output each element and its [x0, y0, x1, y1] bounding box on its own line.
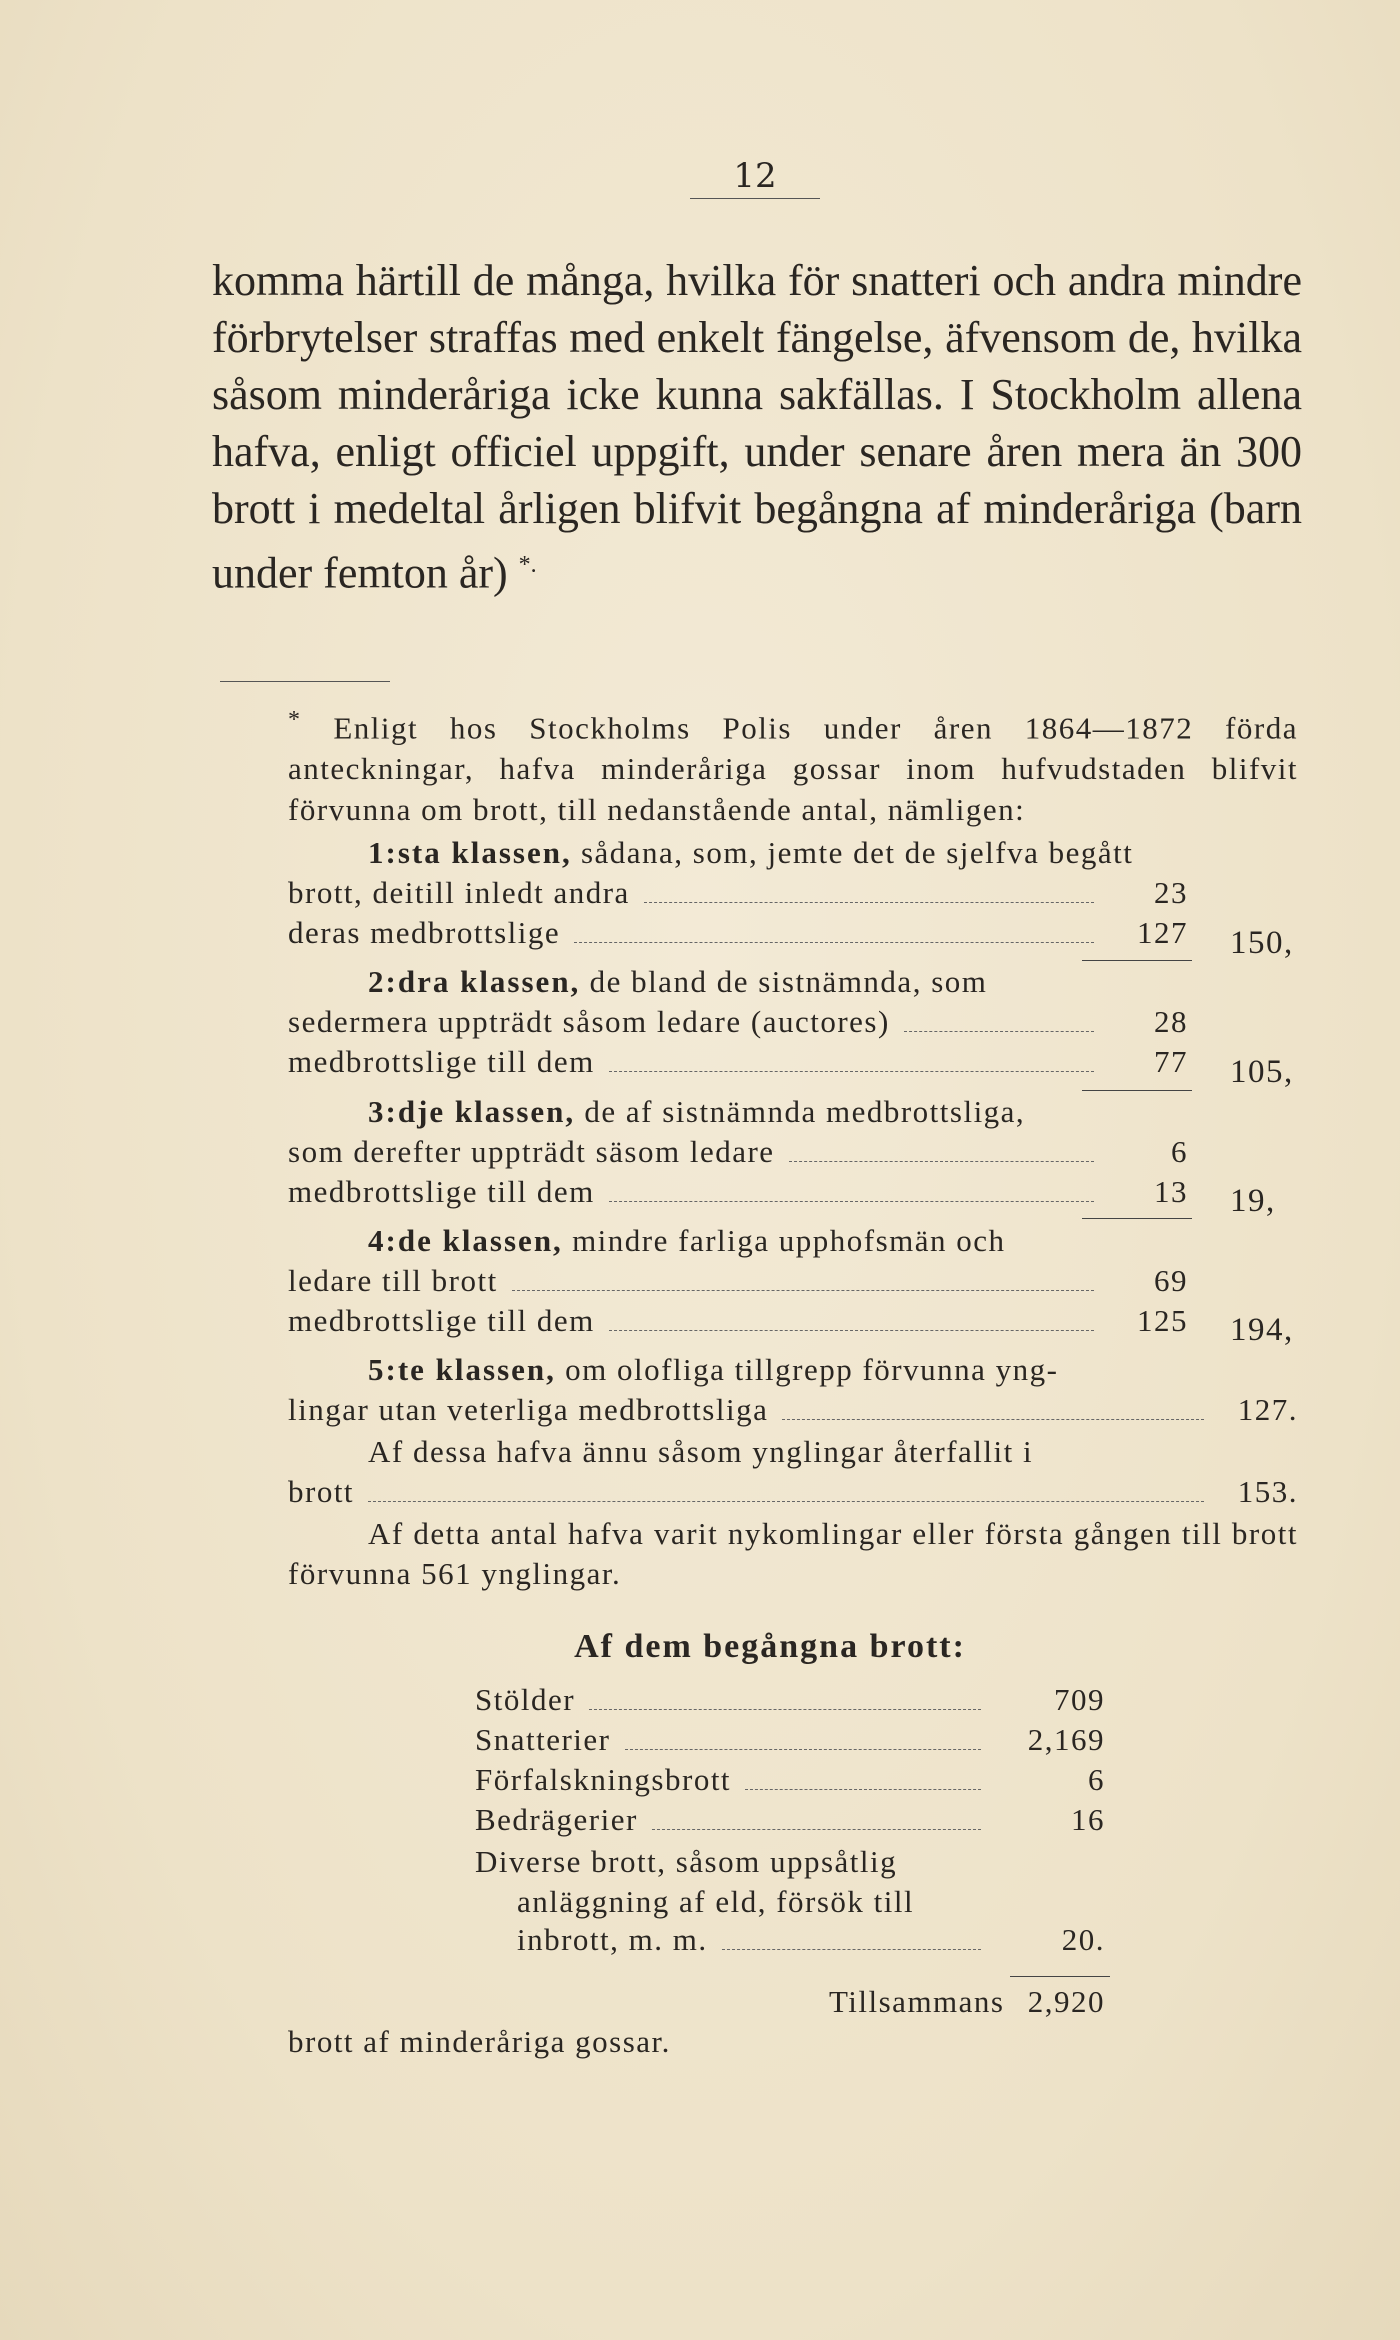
leader-dots [574, 918, 1094, 943]
class4-title: 4:de klassen, [368, 1223, 563, 1258]
class4-heading [288, 1221, 1298, 1261]
class2-row1 [288, 1002, 1188, 1042]
class5-title: 5:te klassen, [368, 1352, 556, 1387]
leader-dots [782, 1395, 1204, 1420]
closing-line: brott af minderåriga gossar. [288, 2024, 671, 2059]
class1-desc: sådana, som, jemte det de sjelfva begått [580, 835, 1134, 870]
diverse-line1: Diverse brott, såsom uppsåtlig [475, 1844, 898, 1879]
class1-sum: 150, [1230, 925, 1294, 961]
class5-row [288, 1390, 1298, 1430]
newcomers-paragraph [288, 1514, 1298, 1594]
crime-label: Förfalskningsbrott [475, 1762, 732, 1797]
leader-dots [652, 1805, 981, 1830]
leader-dots [722, 1925, 981, 1950]
class2-row2-value: 77 [1154, 1044, 1188, 1079]
class3-title: 3:dje klassen, [368, 1094, 576, 1129]
class3-sum: 19, [1230, 1183, 1276, 1219]
class2-row1-value: 28 [1154, 1004, 1188, 1039]
crime-row [475, 1722, 1105, 1762]
class4-desc: mindre farliga upphofsmän och [572, 1223, 1006, 1258]
class1-row2 [288, 913, 1188, 953]
leader-dots [589, 1685, 981, 1710]
class1-row1-value: 23 [1154, 875, 1188, 910]
relapse-value: 153. [1237, 1474, 1298, 1509]
class5-row-label: lingar utan veterliga medbrottsliga [288, 1392, 769, 1427]
class3-row1-value: 6 [1171, 1134, 1188, 1169]
class3-row1-label: som derefter uppträdt säsom ledare [288, 1134, 775, 1169]
class4-row1-value: 69 [1154, 1263, 1188, 1298]
crime-label: Snatterier [475, 1722, 611, 1757]
leader-dots [625, 1725, 981, 1750]
total-rule [1010, 1976, 1110, 1977]
footnote-star: * [288, 707, 302, 733]
sum-rule [1082, 960, 1192, 961]
crime-row [475, 1762, 1105, 1802]
footnote-intro-text: Enligt hos Stockholms Polis under åren 1864—1872 förda anteckningar, hafva minderåriga gossar inom hufvudstaden blifvit förvunna om brott, till nedanstående antal, nämligen: [288, 710, 1299, 828]
class3-desc: de af sistnämnda medbrottsliga, [584, 1094, 1026, 1129]
total-row [800, 1984, 1105, 2020]
relapse-text [288, 1432, 1298, 1472]
crimes-heading: Af dem begångna brott: [574, 1628, 966, 1665]
class1-row1-label: brott, deitill inledt andra [288, 875, 630, 910]
relapse-row [288, 1472, 1298, 1512]
crime-label: Bedrägerier [475, 1802, 638, 1837]
class2-heading [288, 962, 1298, 1002]
diverse-row [517, 1922, 1105, 1962]
class1-row2-label: deras medbrottslige [288, 915, 561, 950]
sum-rule [1082, 1218, 1192, 1219]
class1-row1 [288, 873, 1188, 913]
leader-dots [904, 1007, 1094, 1032]
crime-label: Stölder [475, 1682, 576, 1717]
diverse-label: inbrott, m. m. [517, 1922, 708, 1957]
crime-value: 2,169 [1027, 1722, 1105, 1757]
leader-dots [609, 1047, 1094, 1072]
diverse-value: 20. [1061, 1922, 1105, 1957]
class2-sum: 105, [1230, 1054, 1294, 1090]
class1-heading [288, 833, 1298, 873]
class3-row1 [288, 1132, 1188, 1172]
leader-dots [789, 1137, 1094, 1162]
class3-row2 [288, 1172, 1188, 1212]
footnote-reference: *. [518, 552, 537, 578]
sum-rule [1082, 1090, 1192, 1091]
leader-dots [609, 1306, 1094, 1331]
class3-row2-label: medbrottslige till dem [288, 1174, 595, 1209]
class1-title: 1:sta klassen, [368, 835, 572, 870]
newcomers-text: Af detta antal hafva varit nykomlingar eller första gången till brott förvunna 561 ynglingar. [288, 1516, 1298, 1591]
leader-dots [644, 878, 1094, 903]
total-label: Tillsammans [828, 1984, 1005, 2019]
class4-row1 [288, 1261, 1188, 1301]
relapse-sentence: Af dessa hafva ännu såsom ynglingar återfallit i [368, 1434, 1034, 1469]
class3-row2-value: 13 [1154, 1174, 1188, 1209]
leader-dots [745, 1765, 981, 1790]
body-paragraph [212, 252, 1302, 602]
diverse-line2: anläggning af eld, försök till [517, 1884, 915, 1919]
class5-heading [288, 1350, 1298, 1390]
total-value: 2,920 [1027, 1984, 1105, 2019]
leader-dots [512, 1266, 1094, 1291]
class1-row2-value: 127 [1137, 915, 1188, 950]
class5-row-value: 127. [1237, 1392, 1298, 1427]
crime-row [475, 1682, 1105, 1722]
body-text: komma härtill de många, hvilka för snatteri och andra mindre förbrytelser straffas med enkelt fängelse, äfvensom de, hvilka såsom minderåriga icke kunna sakfällas. I Stockholm allena hafva, enligt officiel uppgift, under senare åren mera än 300 brott i medeltal årligen blifvit begångna af minderåriga (barn under femton år) [212, 256, 1302, 598]
crime-value: 709 [1054, 1682, 1105, 1717]
relapse-label: brott [288, 1474, 355, 1509]
class2-title: 2:dra klassen, [368, 964, 581, 999]
page-number: 12 [690, 156, 820, 199]
class4-row1-label: ledare till brott [288, 1263, 498, 1298]
class2-row1-label: sedermera uppträdt såsom ledare (auctores) [288, 1004, 890, 1039]
class2-row2-label: medbrottslige till dem [288, 1044, 595, 1079]
class4-row2-value: 125 [1137, 1303, 1188, 1338]
class2-desc: de bland de sistnämnda, som [589, 964, 988, 999]
crime-value: 16 [1071, 1802, 1105, 1837]
leader-dots [368, 1477, 1204, 1502]
class2-row2 [288, 1042, 1188, 1082]
leader-dots [609, 1177, 1094, 1202]
class4-row2 [288, 1301, 1188, 1341]
footnote-intro [288, 700, 1298, 830]
crime-value: 6 [1088, 1762, 1105, 1797]
crime-row [475, 1802, 1105, 1842]
class3-heading [288, 1092, 1298, 1132]
class4-row2-label: medbrottslige till dem [288, 1303, 595, 1338]
class5-desc: om olofliga tillgrepp förvunna yng- [565, 1352, 1059, 1387]
class4-sum: 194, [1230, 1312, 1294, 1348]
footnote-separator [220, 681, 390, 682]
